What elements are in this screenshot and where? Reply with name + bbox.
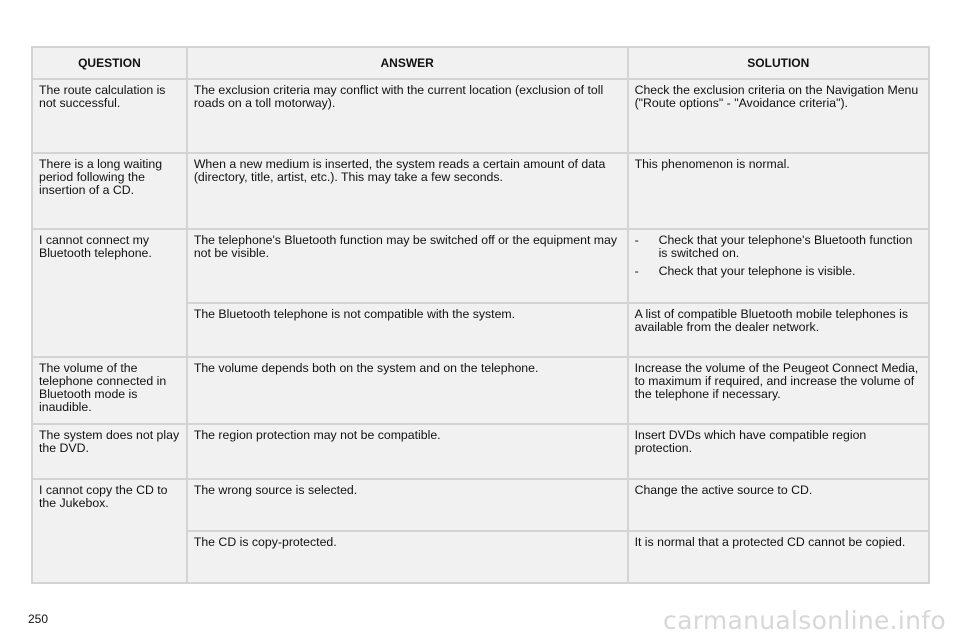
answer-cell: The region protection may not be compatible. xyxy=(188,425,627,478)
solution-cell: Insert DVDs which have compatible region protection. xyxy=(629,425,928,478)
header-question: QUESTION xyxy=(33,48,186,78)
solution-cell: It is normal that a protected CD cannot be copied. xyxy=(629,532,928,582)
answer-cell: The Bluetooth telephone is not compatible with the system. xyxy=(188,304,627,356)
bullet-dash: - xyxy=(634,264,639,278)
solution-bullet xyxy=(635,265,922,278)
answer-cell: When a new medium is inserted, the system reads a certain amount of data (directory, title, artist, etc.). This may take a few seconds. xyxy=(188,154,627,228)
question-cell: There is a long waiting period following the insertion of a CD. xyxy=(33,154,186,228)
solution-cell: This phenomenon is normal. xyxy=(629,154,928,228)
answer-cell: The telephone's Bluetooth function may be switched off or the equipment may not be visible. xyxy=(188,230,627,302)
table-row xyxy=(33,154,928,228)
answer-cell: The wrong source is selected. xyxy=(188,480,627,530)
question-cell: The volume of the telephone connected in Bluetooth mode is inaudible. xyxy=(33,358,186,423)
table-row xyxy=(33,358,928,423)
bullet-dash: - xyxy=(634,233,639,247)
answer-cell: The volume depends both on the system and on the telephone. xyxy=(188,358,627,423)
header-answer: ANSWER xyxy=(188,48,627,78)
table-row xyxy=(33,425,928,478)
table-row xyxy=(33,480,928,530)
answer-cell: The CD is copy-protected. xyxy=(188,532,627,582)
solution-cell xyxy=(629,230,928,302)
table-row xyxy=(33,80,928,152)
page-number: 250 xyxy=(28,612,49,626)
question-cell: I cannot copy the CD to the Jukebox. xyxy=(33,480,186,582)
faq-table xyxy=(31,46,930,584)
bullet-text: Check that your telephone is visible. xyxy=(658,264,856,278)
watermark: carmanualsonline.info xyxy=(663,606,946,635)
solution-cell: Check the exclusion criteria on the Navigation Menu ("Route options" - "Avoidance criteria"). xyxy=(629,80,928,152)
solution-cell: Change the active source to CD. xyxy=(629,480,928,530)
header-solution: SOLUTION xyxy=(629,48,928,78)
question-cell: The route calculation is not successful. xyxy=(33,80,186,152)
solution-cell: Increase the volume of the Peugeot Connect Media, to maximum if required, and increase the volume of the telephone if necessary. xyxy=(629,358,928,423)
answer-cell: The exclusion criteria may conflict with the current location (exclusion of toll roads on a toll motorway). xyxy=(188,80,627,152)
table-row xyxy=(33,230,928,302)
question-cell: The system does not play the DVD. xyxy=(33,425,186,478)
solution-cell: A list of compatible Bluetooth mobile telephones is available from the dealer network. xyxy=(629,304,928,356)
question-cell: I cannot connect my Bluetooth telephone. xyxy=(33,230,186,356)
solution-bullet xyxy=(635,234,922,260)
bullet-text: Check that your telephone's Bluetooth function is switched on. xyxy=(658,233,913,260)
header-row xyxy=(33,48,928,78)
